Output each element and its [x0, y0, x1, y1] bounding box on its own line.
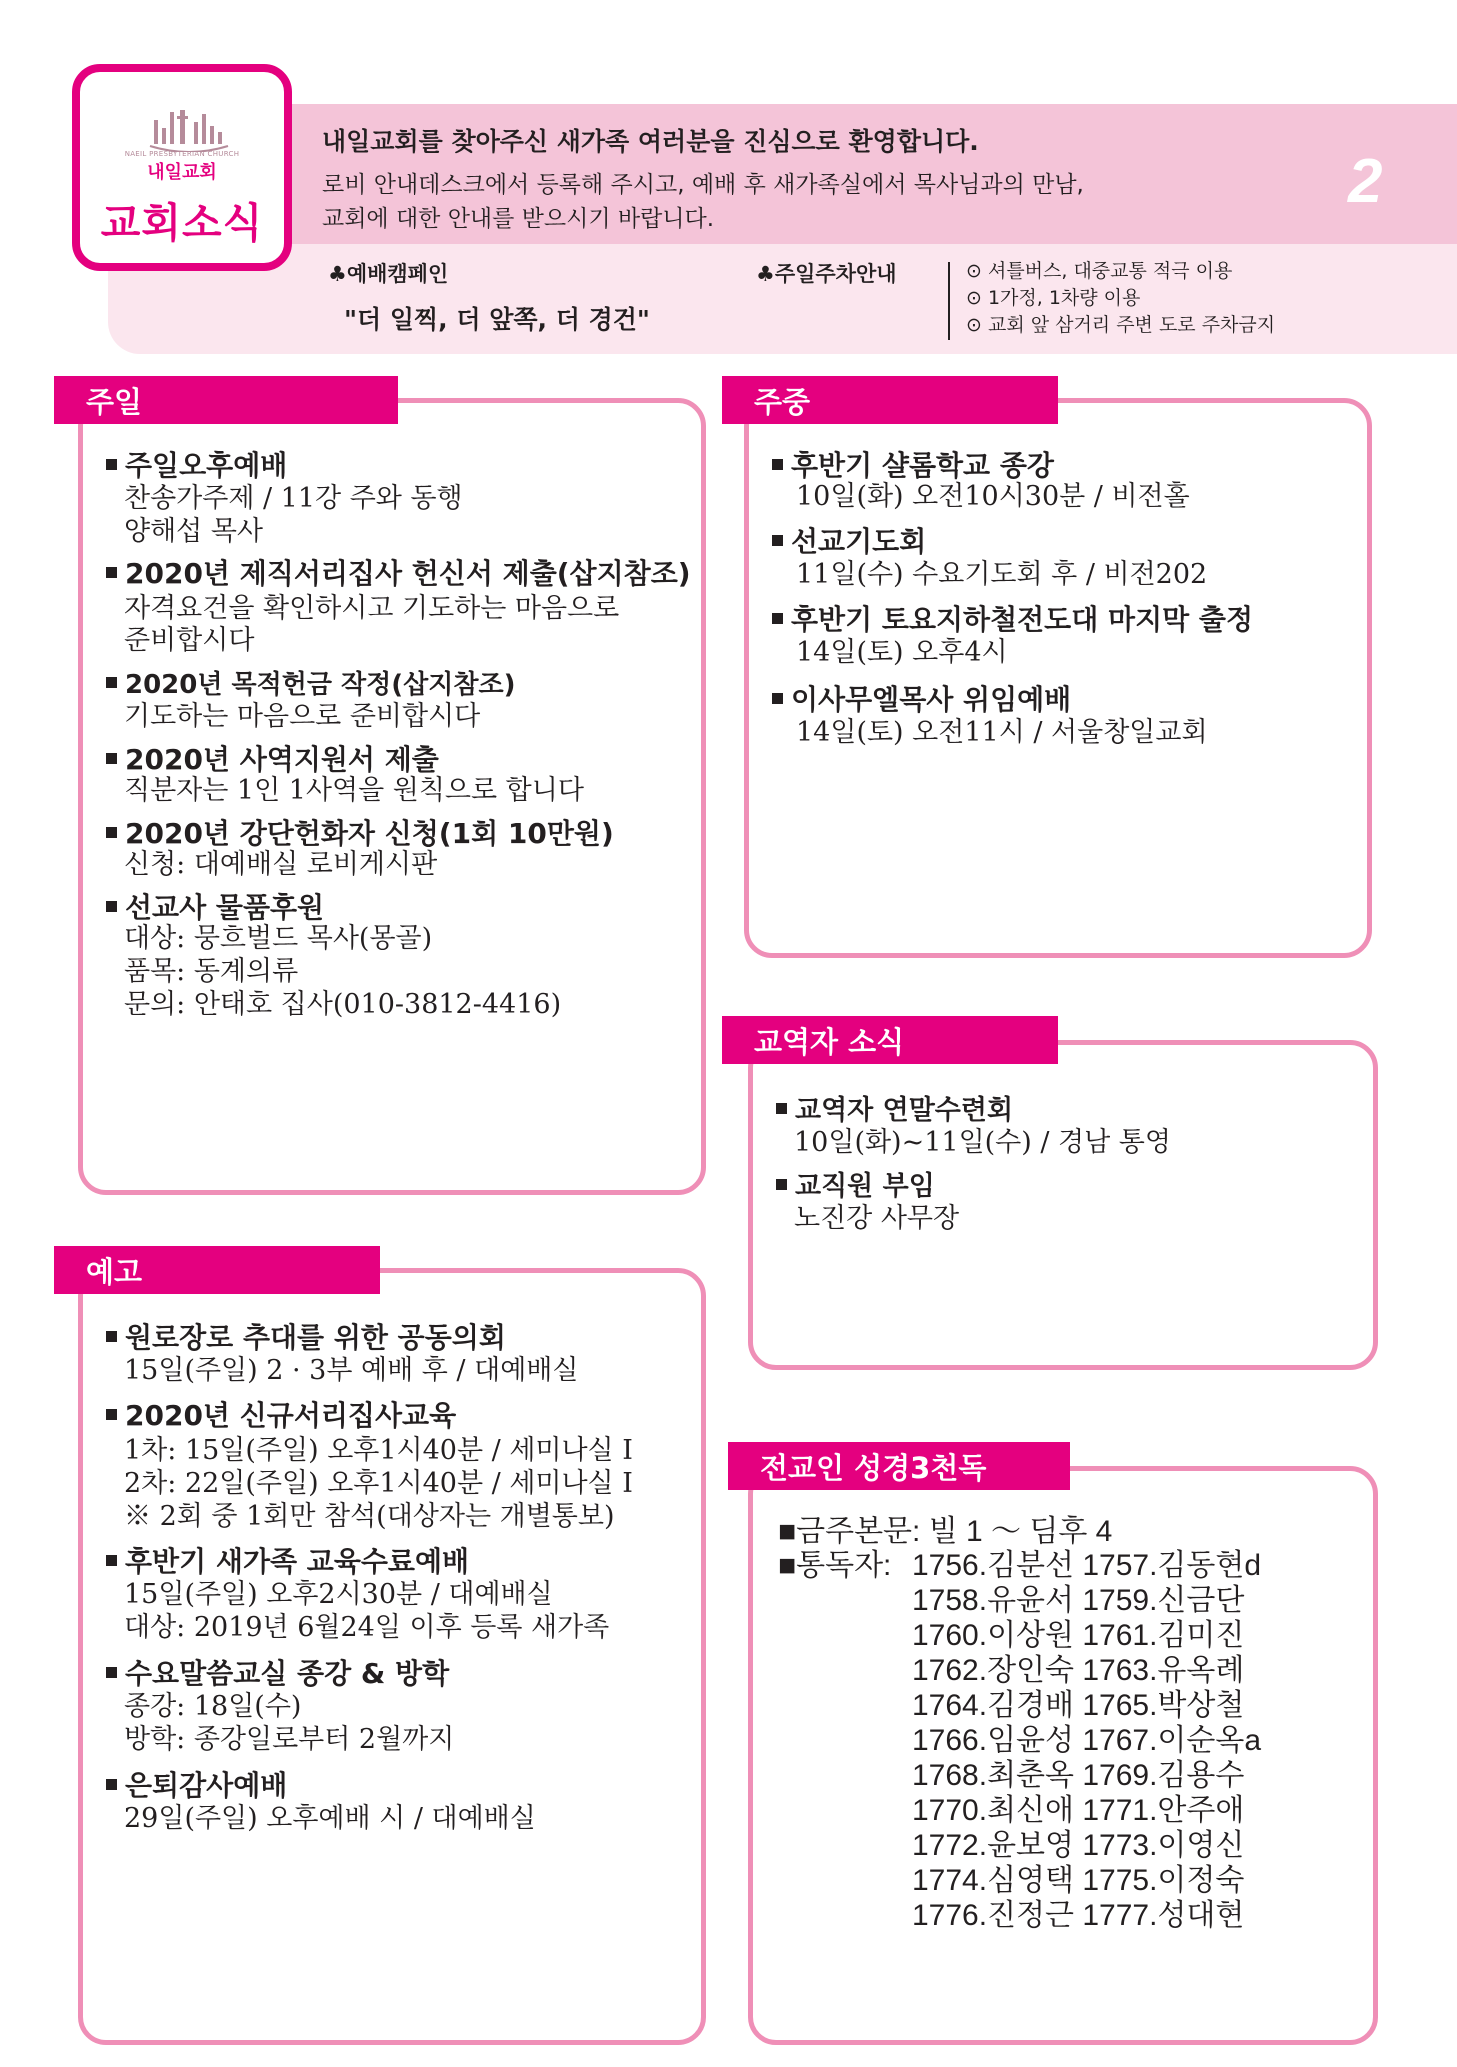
ministers-tab: 교역자 소식 [722, 1016, 1058, 1064]
list-item-detail: 대상: 뭉흐벌드 목사(몽골) [124, 923, 433, 954]
list-item-title: 2020년 신규서리집사교육 [106, 1394, 456, 1434]
reader-row: 1762.장인숙 1763.유옥례 [912, 1654, 1245, 1687]
reader-row: 1758.유윤서 1759.신금단 [912, 1584, 1245, 1617]
logo-church-name: 내일교회 [147, 162, 217, 183]
list-item-detail: 1차: 15일(주일) 오후1시40분 / 세미나실 I [124, 1435, 633, 1466]
reader-row: 1776.진정근 1777.성대현 [912, 1899, 1245, 1932]
list-item-detail: 2차: 22일(주일) 오후1시40분 / 세미나실 I [124, 1468, 633, 1499]
welcome-line-2: 로비 안내데스크에서 등록해 주시고, 예배 후 새가족실에서 목사님과의 만남, [322, 172, 1084, 198]
list-item-detail: 문의: 안태호 집사(010-3812-4416) [124, 989, 562, 1020]
welcome-heading: 내일교회를 찾아주신 새가족 여러분을 진심으로 환영합니다. [322, 127, 979, 156]
list-item-title: 2020년 제직서리집사 헌신서 제출(삽지참조) [106, 552, 691, 592]
list-item-title: 2020년 사역지원서 제출 [106, 738, 439, 778]
reader-row: 1770.최신애 1771.안주애 [912, 1794, 1245, 1827]
list-item-detail: 15일(주일) 2 · 3부 예배 후 / 대예배실 [124, 1355, 579, 1386]
church-skyline-icon [146, 106, 232, 152]
parking-label: ♣주일주차안내 [756, 262, 897, 286]
list-item-detail: 양해섭 목사 [124, 516, 263, 547]
list-item-title: 은퇴감사예배 [106, 1764, 287, 1804]
page-number: 2 [1348, 147, 1383, 216]
list-item-detail: 품목: 동계의류 [124, 956, 299, 987]
list-item-title: 수요말씀교실 종강 & 방학 [106, 1652, 449, 1692]
list-item-detail: 기도하는 마음으로 준비합시다 [124, 701, 481, 732]
list-item-detail: 방학: 종강일로부터 2월까지 [124, 1724, 455, 1755]
list-item-detail: 14일(토) 오전11시 / 서울창일교회 [796, 717, 1208, 748]
list-item-title: 2020년 강단헌화자 신청(1회 10만원) [106, 812, 614, 852]
logo-english-name: NAEIL PRESBYTERIAN CHURCH [124, 150, 240, 158]
list-item-detail: 29일(주일) 오후예배 시 / 대예배실 [124, 1803, 536, 1834]
parking-divider [948, 262, 950, 340]
page-title: 교회소식 [100, 199, 264, 247]
reader-row: 1766.임윤성 1767.이순옥a [912, 1724, 1262, 1757]
list-item-detail: ※ 2회 중 1회만 참석(대상자는 개별통보) [124, 1501, 615, 1532]
list-item-detail: 노진강 사무장 [794, 1203, 960, 1234]
reader-row: 1764.김경배 1765.박상철 [912, 1689, 1245, 1722]
list-item-detail: 직분자는 1인 1사역을 원칙으로 합니다 [124, 775, 584, 806]
list-item-detail: 준비합시다 [124, 625, 255, 656]
reader-row: 1768.최춘옥 1769.김용수 [912, 1759, 1245, 1792]
list-item-title: 교역자 연말수련회 [776, 1088, 1013, 1127]
bible-readers-label: ■통독자: [778, 1549, 892, 1582]
midweek-tab: 주중 [722, 376, 1058, 424]
list-item-title: 2020년 목적헌금 작정(삽지참조) [106, 664, 516, 701]
parking-item: ⊙ 셔틀버스, 대중교통 적극 이용 [966, 260, 1233, 282]
list-item-detail: 자격요건을 확인하시고 기도하는 마음으로 [124, 593, 620, 624]
list-item-detail: 종강: 18일(수) [124, 1691, 302, 1722]
list-item-detail: 11일(수) 수요기도회 후 / 비전202 [796, 559, 1208, 590]
parking-item: ⊙ 1가정, 1차량 이용 [966, 287, 1141, 309]
campaign-slogan: "더 일찍, 더 앞쪽, 더 경건" [344, 305, 650, 334]
list-item-title: 선교사 물품후원 [106, 886, 324, 926]
parking-item: ⊙ 교회 앞 삼거리 주변 도로 주차금지 [966, 314, 1276, 336]
list-item-title: 후반기 토요지하철전도대 마지막 출정 [772, 598, 1253, 638]
reader-row: 1760.이상원 1761.김미진 [912, 1619, 1245, 1652]
list-item-title: 선교기도회 [772, 520, 926, 560]
list-item-title: 교직원 부임 [776, 1164, 935, 1203]
list-item-title: 원로장로 추대를 위한 공동의회 [106, 1316, 506, 1356]
reader-row: 1772.윤보영 1773.이영신 [912, 1829, 1245, 1862]
preview-tab: 예고 [54, 1246, 380, 1294]
welcome-line-3: 교회에 대한 안내를 받으시기 바랍니다. [322, 206, 715, 232]
list-item-title: 후반기 새가족 교육수료예배 [106, 1540, 469, 1580]
reader-row: 1756.김분선 1757.김동현d [912, 1549, 1262, 1582]
list-item-title: 후반기 샬롬학교 종강 [772, 444, 1054, 484]
list-item-detail: 14일(토) 오후4시 [796, 637, 1008, 668]
list-item-detail: 10일(화)~11일(수) / 경남 통영 [794, 1127, 1171, 1158]
list-item-title: 주일오후예배 [106, 444, 287, 484]
list-item-detail: 15일(주일) 오후2시30분 / 대예배실 [124, 1579, 553, 1610]
reader-row: 1774.심영택 1775.이정숙 [912, 1864, 1245, 1897]
list-item-detail: 대상: 2019년 6월24일 이후 등록 새가족 [124, 1612, 610, 1643]
church-logo-box [72, 64, 292, 271]
list-item-detail: 신청: 대예배실 로비게시판 [124, 849, 438, 880]
list-item-title: 이사무엘목사 위임예배 [772, 678, 1071, 718]
sunday-tab: 주일 [54, 376, 398, 424]
bible-scripture: ■금주본문: 빌 1 ～ 딤후 4 [778, 1515, 1113, 1548]
campaign-label: ♣예배캠페인 [328, 262, 449, 286]
list-item-detail: 10일(화) 오전10시30분 / 비전홀 [796, 481, 1190, 512]
list-item-detail: 찬송가주제 / 11강 주와 동행 [124, 483, 463, 514]
bible-tab: 전교인 성경3천독 [728, 1442, 1070, 1490]
